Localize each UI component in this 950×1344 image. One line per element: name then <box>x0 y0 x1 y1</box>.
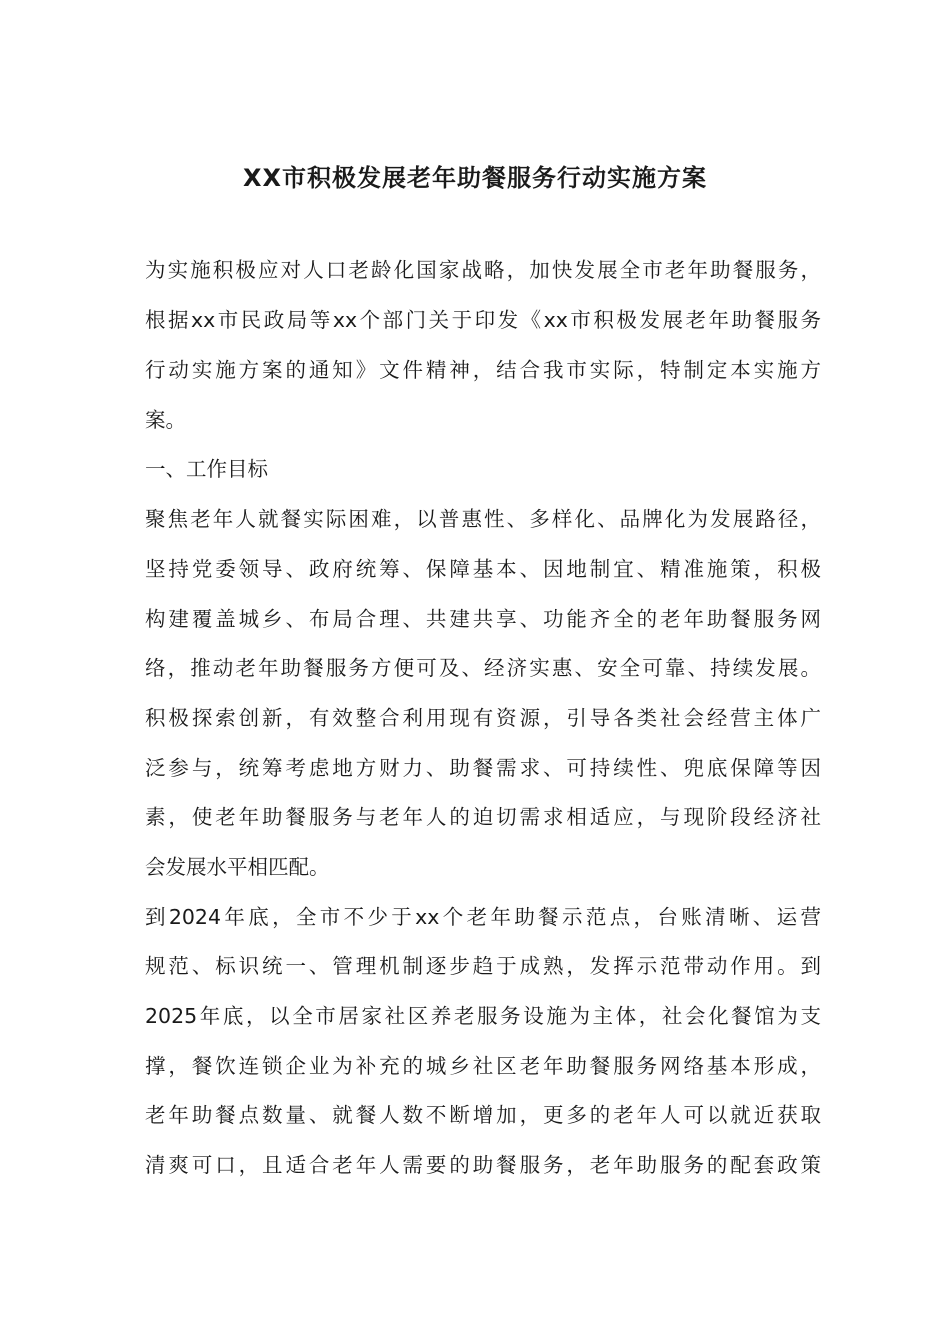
paragraph-1-line-3: 行动实施方案的通知》文件精神，结合我市实际，特制定本实施方 <box>145 358 821 382</box>
paragraph-1-line-4: 案。 <box>145 408 186 432</box>
paragraph-2-line-4: 络，推动老年助餐服务方便可及、经济实惠、安全可靠、持续发展。 <box>145 656 821 680</box>
paragraph-2-line-6: 泛参与，统筹考虑地方财力、助餐需求、可持续性、兜底保障等因 <box>145 756 821 780</box>
paragraph-3-line-6: 清爽可口，且适合老年人需要的助餐服务，老年助服务的配套政策 <box>145 1153 821 1177</box>
paragraph-2-line-3: 构建覆盖城乡、布局合理、共建共享、功能齐全的老年助餐服务网 <box>145 607 821 631</box>
paragraph-2-line-1: 聚焦老年人就餐实际困难，以普惠性、多样化、品牌化为发展路径， <box>145 507 821 531</box>
section-heading: 一、工作目标 <box>145 457 268 481</box>
paragraph-2-line-2: 坚持党委领导、政府统筹、保障基本、因地制宜、精准施策，积极 <box>145 557 821 581</box>
paragraph-3-line-3: 2025年底，以全市居家社区养老服务设施为主体，社会化餐馆为支 <box>145 1004 821 1028</box>
paragraph-2-line-8: 会发展水平相匹配。 <box>145 855 330 879</box>
paragraph-3-line-4: 撑，餐饮连锁企业为补充的城乡社区老年助餐服务网络基本形成， <box>145 1054 821 1078</box>
document-title: XX市积极发展老年助餐服务行动实施方案 <box>242 164 707 192</box>
paragraph-1-line-1: 为实施积极应对人口老龄化国家战略，加快发展全市老年助餐服务， <box>145 258 821 282</box>
paragraph-3-line-1: 到2024年底，全市不少于xx个老年助餐示范点，台账清晰、运营 <box>145 905 821 929</box>
paragraph-3-line-5: 老年助餐点数量、就餐人数不断增加，更多的老年人可以就近获取 <box>145 1103 821 1127</box>
paragraph-3-line-2: 规范、标识统一、管理机制逐步趋于成熟，发挥示范带动作用。到 <box>145 954 821 978</box>
paragraph-2-line-7: 素，使老年助餐服务与老年人的迫切需求相适应，与现阶段经济社 <box>145 805 821 829</box>
paragraph-2-line-5: 积极探索创新，有效整合利用现有资源，引导各类社会经营主体广 <box>145 706 821 730</box>
paragraph-1-line-2: 根据xx市民政局等xx个部门关于印发《xx市积极发展老年助餐服务 <box>145 308 821 332</box>
